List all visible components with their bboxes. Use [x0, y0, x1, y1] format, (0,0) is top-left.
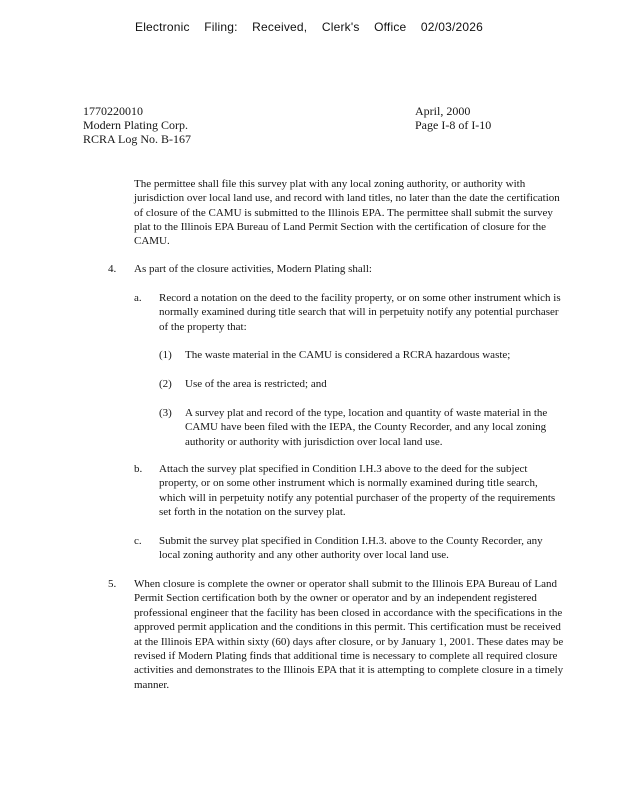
page-number: Page I-8 of I-10 — [415, 118, 492, 132]
item-c-text: Submit the survey plat specified in Condition I.H.3. above to the County Recorder, any local zoning authority and any other authority over local land use. — [159, 535, 543, 562]
subitem-1-text: The waste material in the CAMU is considered a RCRA hazardous waste; — [185, 349, 511, 361]
item-c-label: c. — [134, 535, 142, 547]
rcra-log-number: RCRA Log No. B-167 — [83, 132, 192, 146]
subitem-3-label: (3) — [159, 407, 172, 419]
company-name: Modern Plating Corp. — [83, 118, 188, 132]
subitem-1-label: (1) — [159, 349, 172, 361]
subitem-3-text: A survey plat and record of the type, location and quantity of waste material in the CAMU have been filed with the IEPA, the County Recorder, and any local zoning authority or authority with jurisdiction over local land use. — [185, 407, 548, 448]
document-date: April, 2000 — [415, 104, 471, 118]
item-a-label: a. — [134, 292, 142, 304]
item-b-label: b. — [134, 463, 143, 475]
electronic-filing-stamp: Electronic Filing: Received, Clerk's Office 02/03/2026 — [134, 20, 483, 34]
item-b-text: Attach the survey plat specified in Condition I.H.3 above to the deed for the subject property, or on some other instrument which is normally examined during title search, which will in perpetuity notify any potential purchaser of the property of the requirements set forth in the notation on the survey plat. — [159, 463, 556, 519]
header-left-block — [83, 104, 191, 146]
item-4-number: 4. — [108, 263, 117, 275]
header-right-block — [415, 104, 491, 132]
item-a-text: Record a notation on the deed to the facility property, or on some other instrument which is normally examined during title search that will in perpetuity notify any potential purchaser of the property that: — [159, 292, 561, 333]
item-4-text: As part of the closure activities, Modern Plating shall: — [134, 263, 372, 275]
subitem-2-text: Use of the area is restricted; and — [185, 378, 327, 390]
item-5-number: 5. — [108, 578, 117, 590]
intro-paragraph: The permittee shall file this survey plat with any local zoning authority, or authority with jurisdiction over local land use, and record with land titles, no later than the date the certification of closure of the CAMU is submitted to the Illinois EPA. The permittee shall submit the survey plat to the Illinois EPA Bureau of Land Permit Section with the certification of closure for the CAMU. — [134, 178, 560, 248]
item-5-text: When closure is complete the owner or operator shall submit to the Illinois EPA Bureau of Land Permit Section certification both by the owner or operator and by an independent registered professional engineer that the facility has been closed in accordance with the specifications in the approved permit application and the conditions in this permit. This certification must be received at the Illinois EPA within sixty (60) days after closure, or by January 1, 2001. These dates may be revised if Modern Plating finds that additional time is necessary to complete all required closure activities and demonstrates to the Illinois EPA that it is attempting to complete closure in a timely manner. — [134, 578, 564, 691]
subitem-2-label: (2) — [159, 378, 172, 390]
permit-number: 1770220010 — [83, 104, 143, 118]
